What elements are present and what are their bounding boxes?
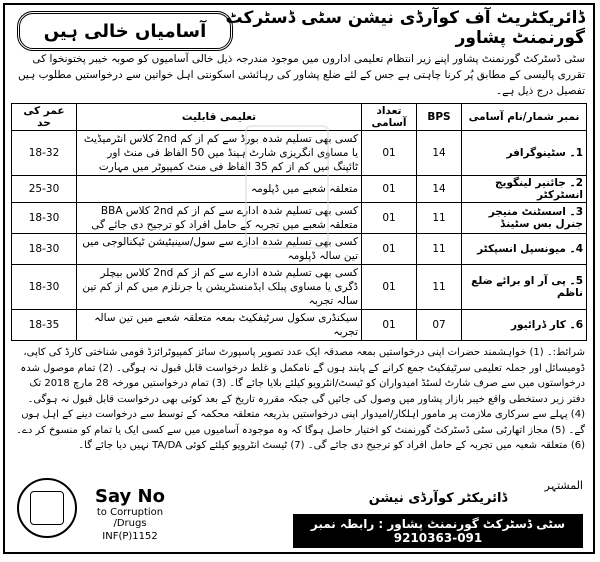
- row-bps: 11: [417, 234, 462, 265]
- row-bps: 14: [417, 131, 462, 176]
- header-post: نمبر شمار/نام آسامی: [462, 104, 587, 131]
- header-age: عمر کی حد: [12, 104, 77, 131]
- row-bps: 11: [417, 265, 462, 310]
- header-qualification: تعلیمی قابلیت: [77, 104, 362, 131]
- advertiser-name: ڈائریکٹر کوآرڈی نیشن: [368, 491, 508, 506]
- table-row: [12, 310, 587, 341]
- watermark-logo: [245, 125, 329, 249]
- vacancies-badge: آسامیاں خالی ہیں: [17, 11, 233, 51]
- row-qualification: کسی بھی تسلیم شدہ ادارے سے کم از کم 2nd کلاس BBA متعلقہ شعبے میں تجربہ کے حامل افراد کو ترجیح دی جائے گی: [77, 203, 362, 234]
- row-post: 1۔ سٹینوگرافر: [462, 131, 587, 176]
- page-title: ڈائریکٹریٹ آف کوآرڈی نیشن سٹی ڈسٹرکٹ گورنمنٹ پشاور: [225, 8, 585, 48]
- advertisement-page: [3, 3, 595, 554]
- row-post: 5۔ پی آر او برائے ضلع ناظم: [462, 265, 587, 310]
- row-qualification: متعلقہ شعبے میں ڈپلومہ: [77, 176, 362, 203]
- intro-text: سٹی ڈسٹرکٹ گورنمنٹ پشاور اپنے زیر انتظام تعلیمی اداروں میں موجود مندرجہ ذیل خالی آسامیوں کو صوبہ خیبر پختونخوا کی تقرری پالیسی کے مطابق پُر کرنا چاہتی ہے جس کے لئے ضلع پشاور کی رہائشی اسکونتی اہل خواتین سے درخواستیں مطلوب ہیں تفصیل درج ذیل ہے۔: [17, 53, 585, 97]
- contact-bar: سٹی ڈسٹرکٹ گورنمنٹ پشاور : رابطہ نمبر 091-9210363: [293, 514, 583, 548]
- row-age: 18-30: [12, 203, 77, 234]
- row-age: 25-30: [12, 176, 77, 203]
- row-count: 01: [362, 203, 417, 234]
- say-no-heading: Say No: [95, 486, 165, 507]
- footer: [5, 479, 593, 552]
- row-age: 18-32: [12, 131, 77, 176]
- row-count: 01: [362, 310, 417, 341]
- inf-number: INF(P)1152: [102, 531, 158, 542]
- row-age: 18-30: [12, 234, 77, 265]
- row-qualification: سیکنڈری سکول سرٹیفکیٹ بمعہ متعلقہ شعبے میں تین سالہ تجربہ: [77, 310, 362, 341]
- say-no-block: [85, 486, 175, 542]
- row-post: 4۔ میونسپل انسپکٹر: [462, 234, 587, 265]
- row-post: 3۔ اسسٹنٹ منیجر جنرل بس سٹینڈ: [462, 203, 587, 234]
- row-bps: 11: [417, 203, 462, 234]
- row-bps: 07: [417, 310, 462, 341]
- row-qualification: کسی بھی تسلیم شدہ ادارے سے سول/سینیٹیشن ٹیکنالوجی میں تین سالہ ڈپلومہ: [77, 234, 362, 265]
- row-count: 01: [362, 234, 417, 265]
- header-count: تعداد آسامی: [362, 104, 417, 131]
- row-count: 01: [362, 265, 417, 310]
- header: [5, 5, 593, 51]
- say-no-sub1: to Corruption: [96, 507, 164, 518]
- row-bps: 14: [417, 176, 462, 203]
- advertiser-label: المشتہر: [544, 479, 583, 492]
- row-qualification: کسی بھی تسلیم شدہ ادارے سے کم از کم 2nd کلاس بیچلر ڈگری یا مساوی پبلک ایڈمنسٹریشن یا جرنلزم میں کم از کم تین سالہ تجربہ: [77, 265, 362, 310]
- header-bps: BPS: [417, 104, 462, 131]
- say-no-sub2: /Drugs: [113, 518, 147, 529]
- row-qualification: کسی بھی تسلیم شدہ بورڈ سے کم از کم 2nd کلاس انٹرمیڈیٹ یا مساوی انگریزی شارٹ ہینڈ میں 50 الفاظ فی منٹ اور ٹائپنگ میں کم از کم 35 الفاظ فی منٹ کمپیوٹر میں مہارت: [77, 131, 362, 176]
- row-age: 18-35: [12, 310, 77, 341]
- row-count: 01: [362, 131, 417, 176]
- seal-emblem-icon: [30, 491, 64, 525]
- table-row: [12, 265, 587, 310]
- row-age: 18-30: [12, 265, 77, 310]
- row-post: 2۔ جائنیر لینگویج انسٹرکٹر: [462, 176, 587, 203]
- terms-text: شرائط:۔ (1) خواہشمند حضرات اپنی درخواستیں بمعہ مصدقہ ایک عدد تصویر پاسپورٹ سائز کمپیوٹرائزڈ قومی شناختی کارڈ کی کاپی، ڈومیسائل اور جملہ تعلیمی سرٹیفکیٹ جمع کرانے کے پابند ہوں گے نامکمل و غلط درخواست قابل قبول نہ ہوگی۔ (2) تمام موصول شدہ درخواستوں میں سے صرف شارٹ لسٹڈ امیدواران کو ٹیسٹ/انٹرویو کیلئے بلایا جائے گا۔ (3) تمام درخواستیں مورخہ 28 مارچ 2018 تک دفتر زیر دستخطی واقع خیبر بازار پشاور میں وصول کی جائیں گی جبکہ مقررہ تاریخ کے بعد کوئی بھی درخواست قابل قبول نہ ہوگی۔ (4) پہلے سے سرکاری ملازمت پر مامور اہلکار/امیدوار اپنی درخواستیں بذریعہ متعلقہ محکمہ کے توسط سے درخواست دینے کے اہل ہوں گے۔ (5) مجاز اتھارٹی سٹی ڈسٹرکٹ گورنمنٹ کو اختیار حاصل ہوگا کہ وہ موجودہ آسامیوں میں سے کسی ایک یا تمام کو منسوخ کر دے۔ (6) متعلقہ شعبہ میں تجربہ کے حامل افراد کو ترجیح دی جائے گی۔ (7) ٹیسٹ انٹرویو کیلئے کوئی TA/DA نہیں دیا جائے گا۔: [16, 347, 585, 451]
- advertiser-block: [293, 479, 583, 548]
- row-post: 6۔ کار ڈرائیور: [462, 310, 587, 341]
- row-count: 01: [362, 176, 417, 203]
- government-seal-icon: [17, 478, 77, 538]
